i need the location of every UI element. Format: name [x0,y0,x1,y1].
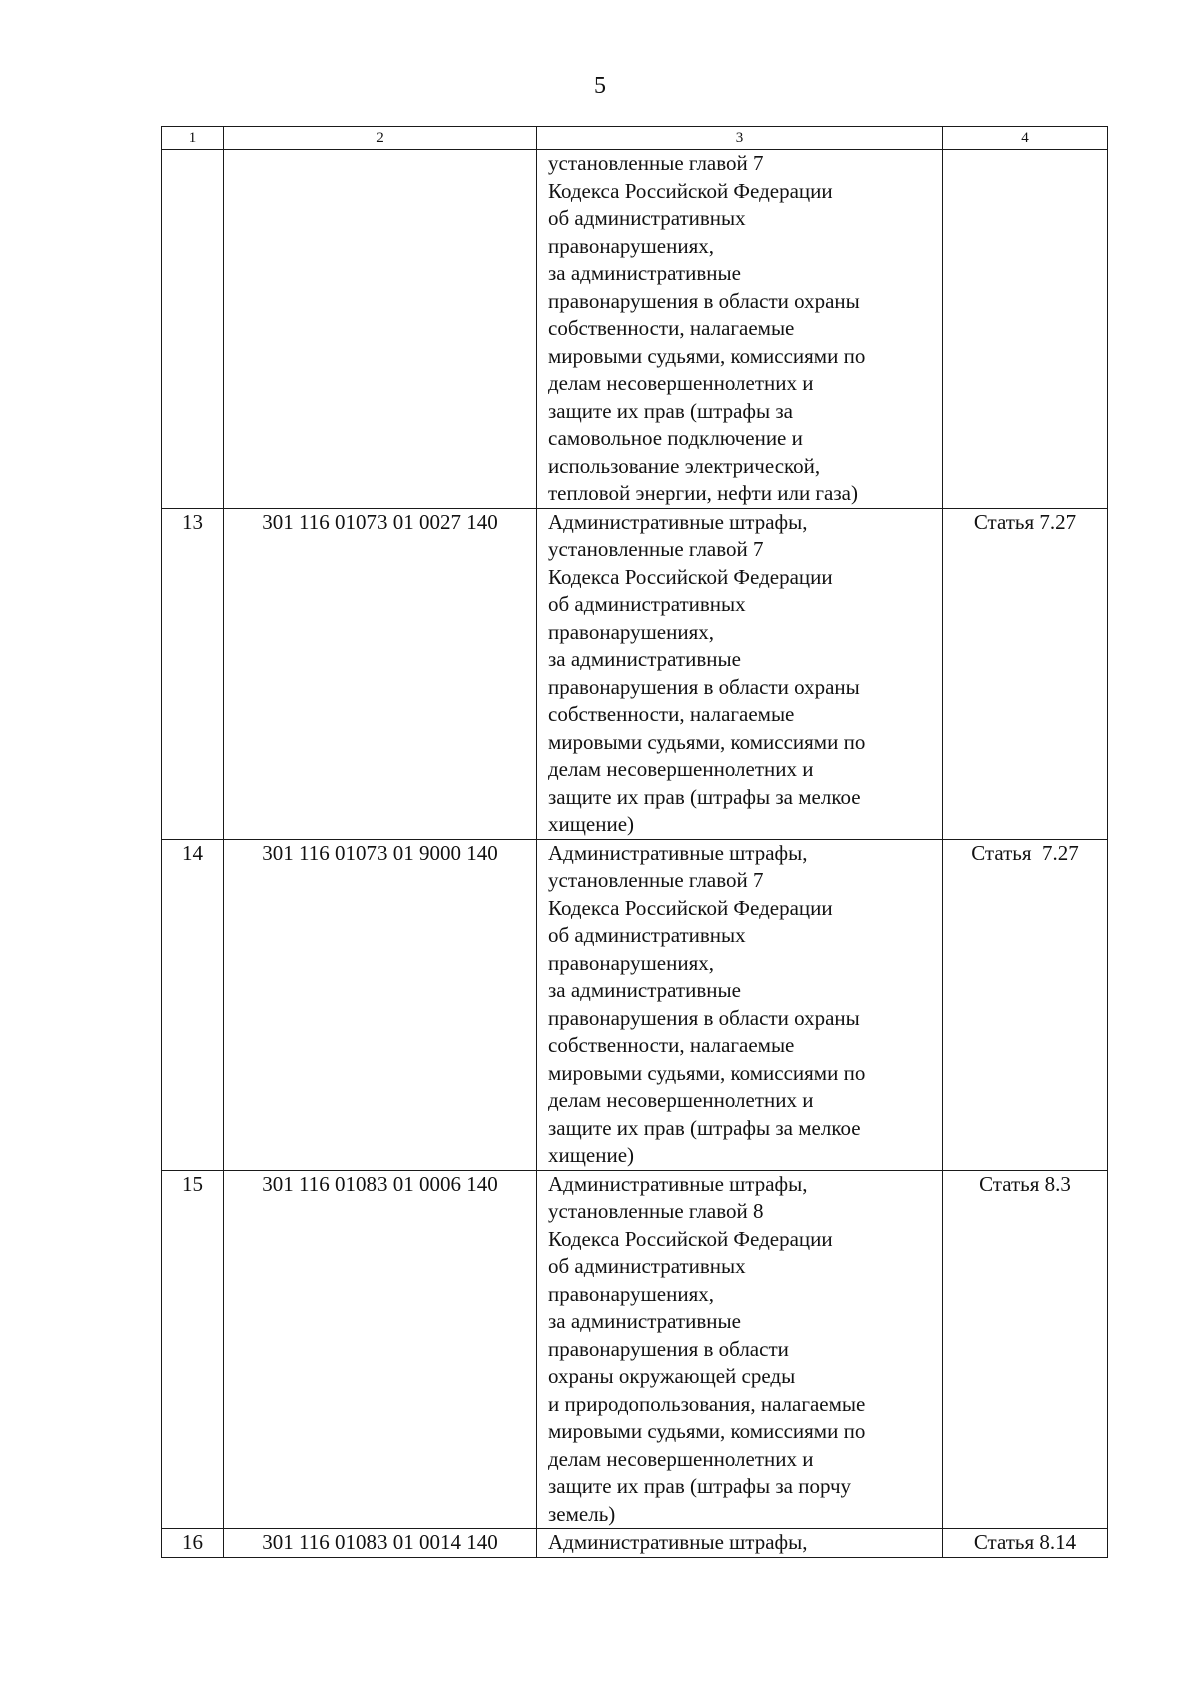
description-line: об административных [548,206,746,230]
description-line: установленные главой 7 [548,151,764,175]
article-reference [943,1529,1108,1558]
description-line: собственности, налагаемые [548,702,795,726]
description-line: мировыми судьями, комиссиями по [548,343,866,368]
header-col-1: 1 [162,127,224,150]
description-line: об административных [548,592,746,616]
description-line: правонарушениях, [548,619,714,644]
budget-code: 301 116 01073 01 9000 140 [224,839,537,1170]
description-line: Административные штрафы, [548,1530,808,1554]
description-line: мировыми судьями, комиссиями по [548,1060,866,1085]
table-row [162,1529,1108,1558]
row-number: 14 [162,839,224,1170]
description-line: хищение) [548,1143,635,1167]
description-line: Административные штрафы, [548,1171,808,1196]
description-line: Административные штрафы, [548,840,808,865]
description-line: правонарушения в области охраны [548,674,860,699]
budget-code: 301 116 01083 01 0014 140 [224,1529,537,1558]
row-description [537,1529,943,1558]
budget-code: 301 116 01073 01 0027 140 [224,508,537,839]
description-line: делам несовершеннолетних и [548,1446,814,1471]
description-line: правонарушениях, [548,950,714,975]
row-description [537,508,943,839]
description-line: установленные главой 7 [548,537,764,561]
description-line: Кодекса Российской Федерации [548,564,833,589]
description-line: за административные [548,647,741,671]
description-line: защите их прав (штрафы за мелкое [548,1115,861,1140]
description-line: Административные штрафы, [548,509,808,534]
description-line: использование электрической, [548,453,821,478]
article-text: Статья 8.14 [973,1530,1077,1554]
continuation-description-cell [537,150,943,509]
description-line: защите их прав (штрафы за [548,398,793,423]
description-line: мировыми судьями, комиссиями по [548,1419,866,1443]
page-number: 5 [594,73,606,99]
description-line: правонарушениях, [548,1281,714,1306]
article-reference [943,508,1108,839]
description-line: об административных [548,1254,746,1278]
header-col-3: 3 [537,127,943,150]
description-line: самовольное подключение и [548,426,803,450]
article-text: Статья 7.27 [971,840,1079,865]
description-line: правонарушения в области охраны [548,1005,860,1030]
continuation-code-cell [224,150,537,509]
article-reference [943,1170,1108,1529]
row-number: 16 [162,1529,224,1558]
description-line: тепловой энергии, нефти или газа) [548,481,858,505]
continuation-num-cell [162,150,224,509]
description-line: за административные [548,261,741,285]
description-line: правонарушения в области [548,1336,789,1361]
description-line: собственности, налагаемые [548,1033,795,1057]
description-line: установленные главой 8 [548,1199,764,1223]
table-row [162,508,1108,839]
row-description [537,839,943,1170]
header-col-2: 2 [224,127,537,150]
fines-table [161,126,1108,1558]
description-line: земель) [548,1501,616,1526]
article-text: Статья 7.27 [973,509,1077,534]
article-text: Статья 8.3 [979,1171,1071,1196]
description-line: делам несовершеннолетних и [548,757,814,781]
table-row [162,839,1108,1170]
budget-code: 301 116 01083 01 0006 140 [224,1170,537,1529]
description-line: делам несовершеннолетних и [548,371,814,395]
continuation-article-cell [943,150,1108,509]
description-line: за административные [548,978,741,1002]
row-number: 13 [162,508,224,839]
continuation-row [162,150,1108,509]
description-line: правонарушения в области охраны [548,288,860,313]
description-line: за административные [548,1309,741,1333]
header-row [162,127,1108,150]
header-col-4: 4 [943,127,1108,150]
description-line: установленные главой 7 [548,868,764,892]
row-number: 15 [162,1170,224,1529]
description-line: охраны окружающей среды [548,1364,796,1388]
description-line: Кодекса Российской Федерации [548,1226,833,1251]
description-line: хищение) [548,812,635,836]
description-line: делам несовершеннолетних и [548,1088,814,1112]
description-line: об административных [548,923,746,947]
description-line: Кодекса Российской Федерации [548,178,833,203]
row-description [537,1170,943,1529]
description-line: защите их прав (штрафы за мелкое [548,784,861,809]
description-line: мировыми судьями, комиссиями по [548,729,866,754]
description-line: и природопользования, налагаемые [548,1391,866,1416]
table-row [162,1170,1108,1529]
description-line: Кодекса Российской Федерации [548,895,833,920]
description-line: защите их прав (штрафы за порчу [548,1474,852,1498]
description-line: собственности, налагаемые [548,316,795,340]
description-line: правонарушениях, [548,233,714,258]
article-reference [943,839,1108,1170]
